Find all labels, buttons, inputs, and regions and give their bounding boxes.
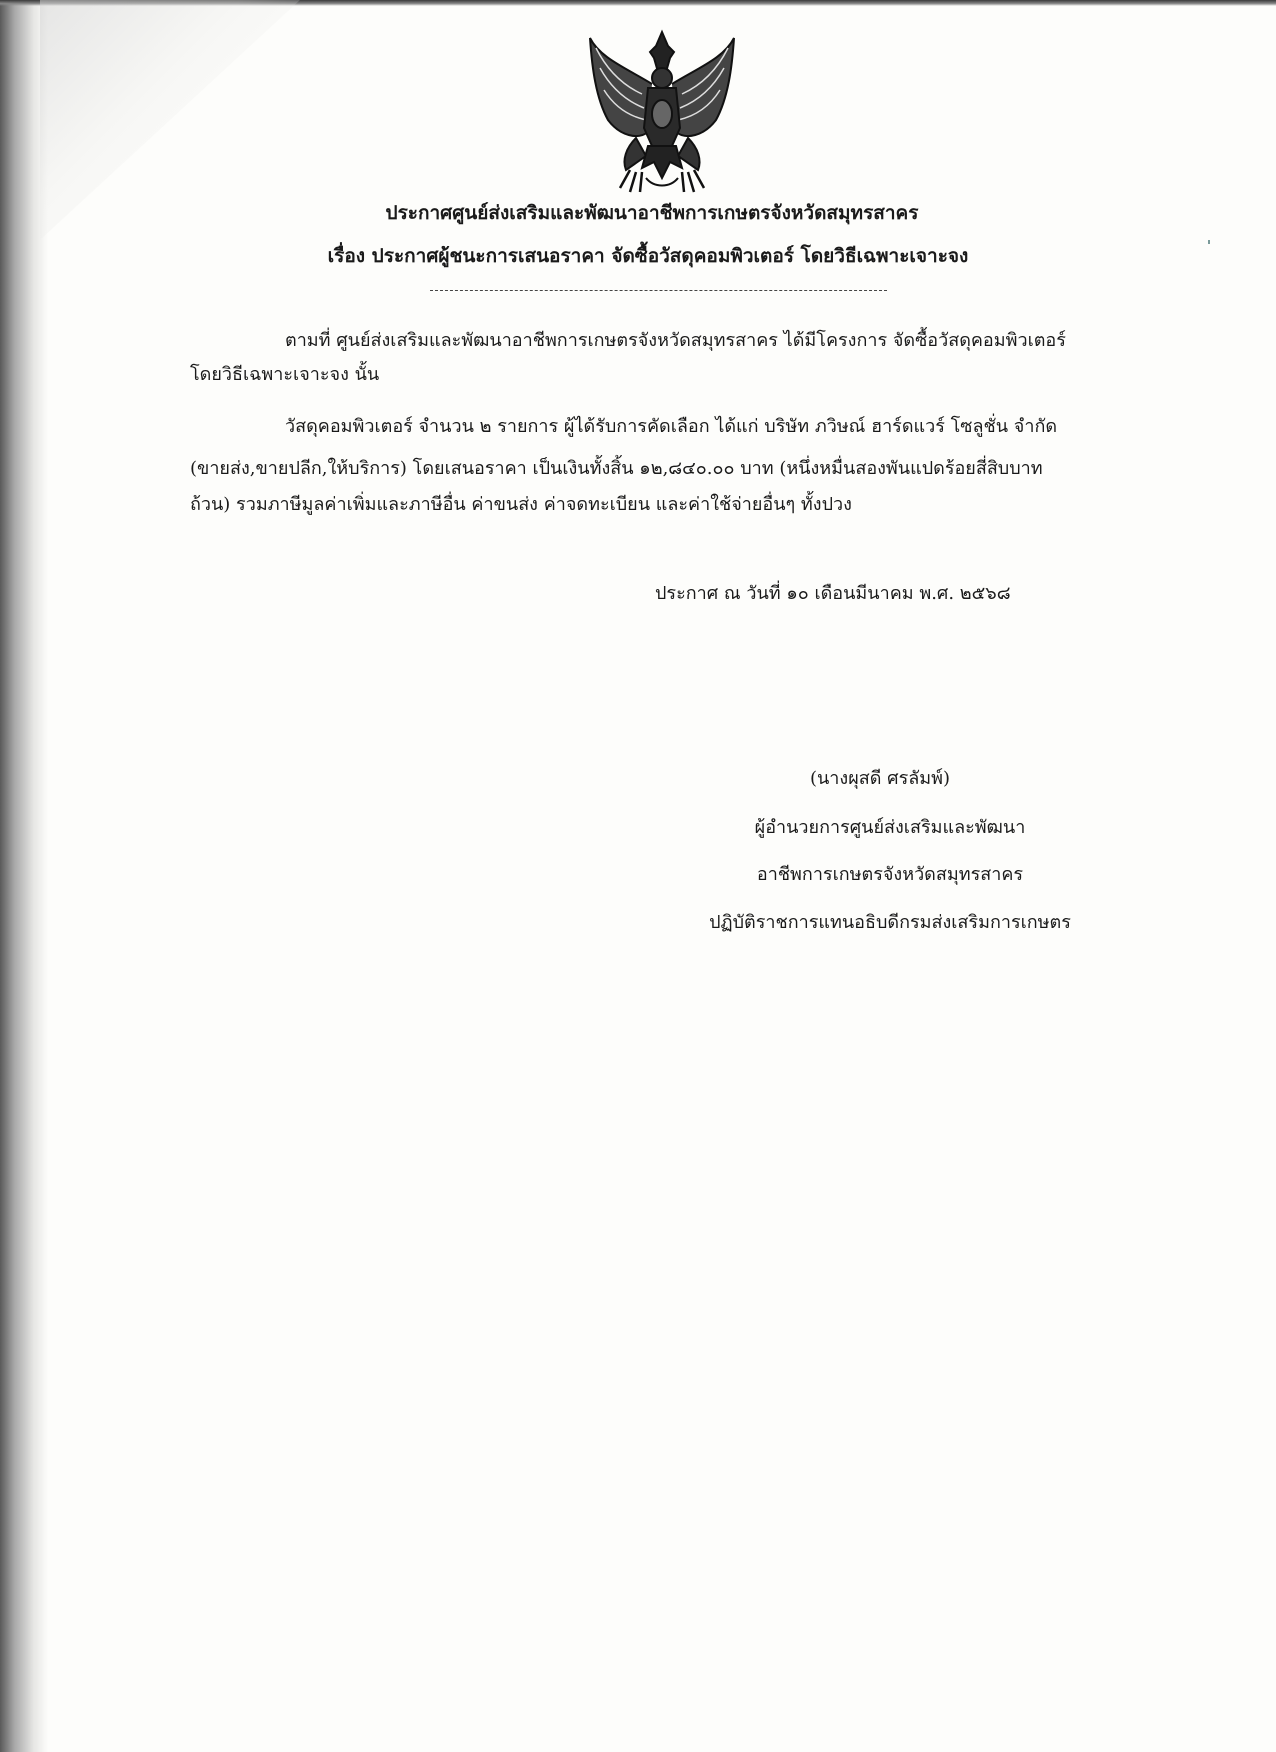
garuda-emblem-icon <box>586 28 738 198</box>
signatory-position-line-1: ผู้อำนวยการศูนย์ส่งเสริมและพัฒนา <box>754 817 1026 838</box>
signatory-position-line-2: อาชีพการเกษตรจังหวัดสมุทรสาคร <box>756 864 1024 885</box>
announcement-date: ประกาศ ณ วันที่ ๑๐ เดือนมีนาคม พ.ศ. ๒๕๖๘ <box>655 583 1011 604</box>
paragraph-1-line-1: ตามที่ ศูนย์ส่งเสริมและพัฒนาอาชีพการเกษตรจังหวัดสมุทรสาคร ได้มีโครงการ จัดซื้อวัสดุคอมพิวเตอร์ <box>285 330 1066 351</box>
paragraph-2-line-3: ถ้วน) รวมภาษีมูลค่าเพิ่มและภาษีอื่น ค่าขนส่ง ค่าจดทะเบียน และค่าใช้จ่ายอื่นๆ ทั้งปวง <box>190 494 852 515</box>
signatory-position-line-3: ปฏิบัติราชการแทนอธิบดีกรมส่งเสริมการเกษตร <box>709 912 1071 933</box>
paragraph-2-line-2: (ขายส่ง,ขายปลีก,ให้บริการ) โดยเสนอราคา เป็นเงินทั้งสิ้น ๑๒,๘๔๐.๐๐ บาท (หนึ่งหมื่นสองพันแปดร้อยสี่สิบบาท <box>190 458 1043 479</box>
scan-speck <box>1208 240 1210 244</box>
announcement-title: ประกาศศูนย์ส่งเสริมและพัฒนาอาชีพการเกษตรจังหวัดสมุทรสาคร <box>385 202 919 224</box>
paragraph-1-line-2: โดยวิธีเฉพาะเจาะจง นั้น <box>190 364 380 385</box>
signatory-name: (นางผุสดี ศรลัมพ์) <box>809 768 951 789</box>
announcement-subject: เรื่อง ประกาศผู้ชนะการเสนอราคา จัดซื้อวัสดุคอมพิวเตอร์ โดยวิธีเฉพาะเจาะจง <box>327 245 969 267</box>
paragraph-2-line-1: วัสดุคอมพิวเตอร์ จำนวน ๒ รายการ ผู้ได้รับการคัดเลือก ได้แก่ บริษัท ภวิษณ์ ฮาร์ดแวร์ โซลูชั่น จำกัด <box>285 416 1058 437</box>
dashed-divider <box>430 290 887 291</box>
